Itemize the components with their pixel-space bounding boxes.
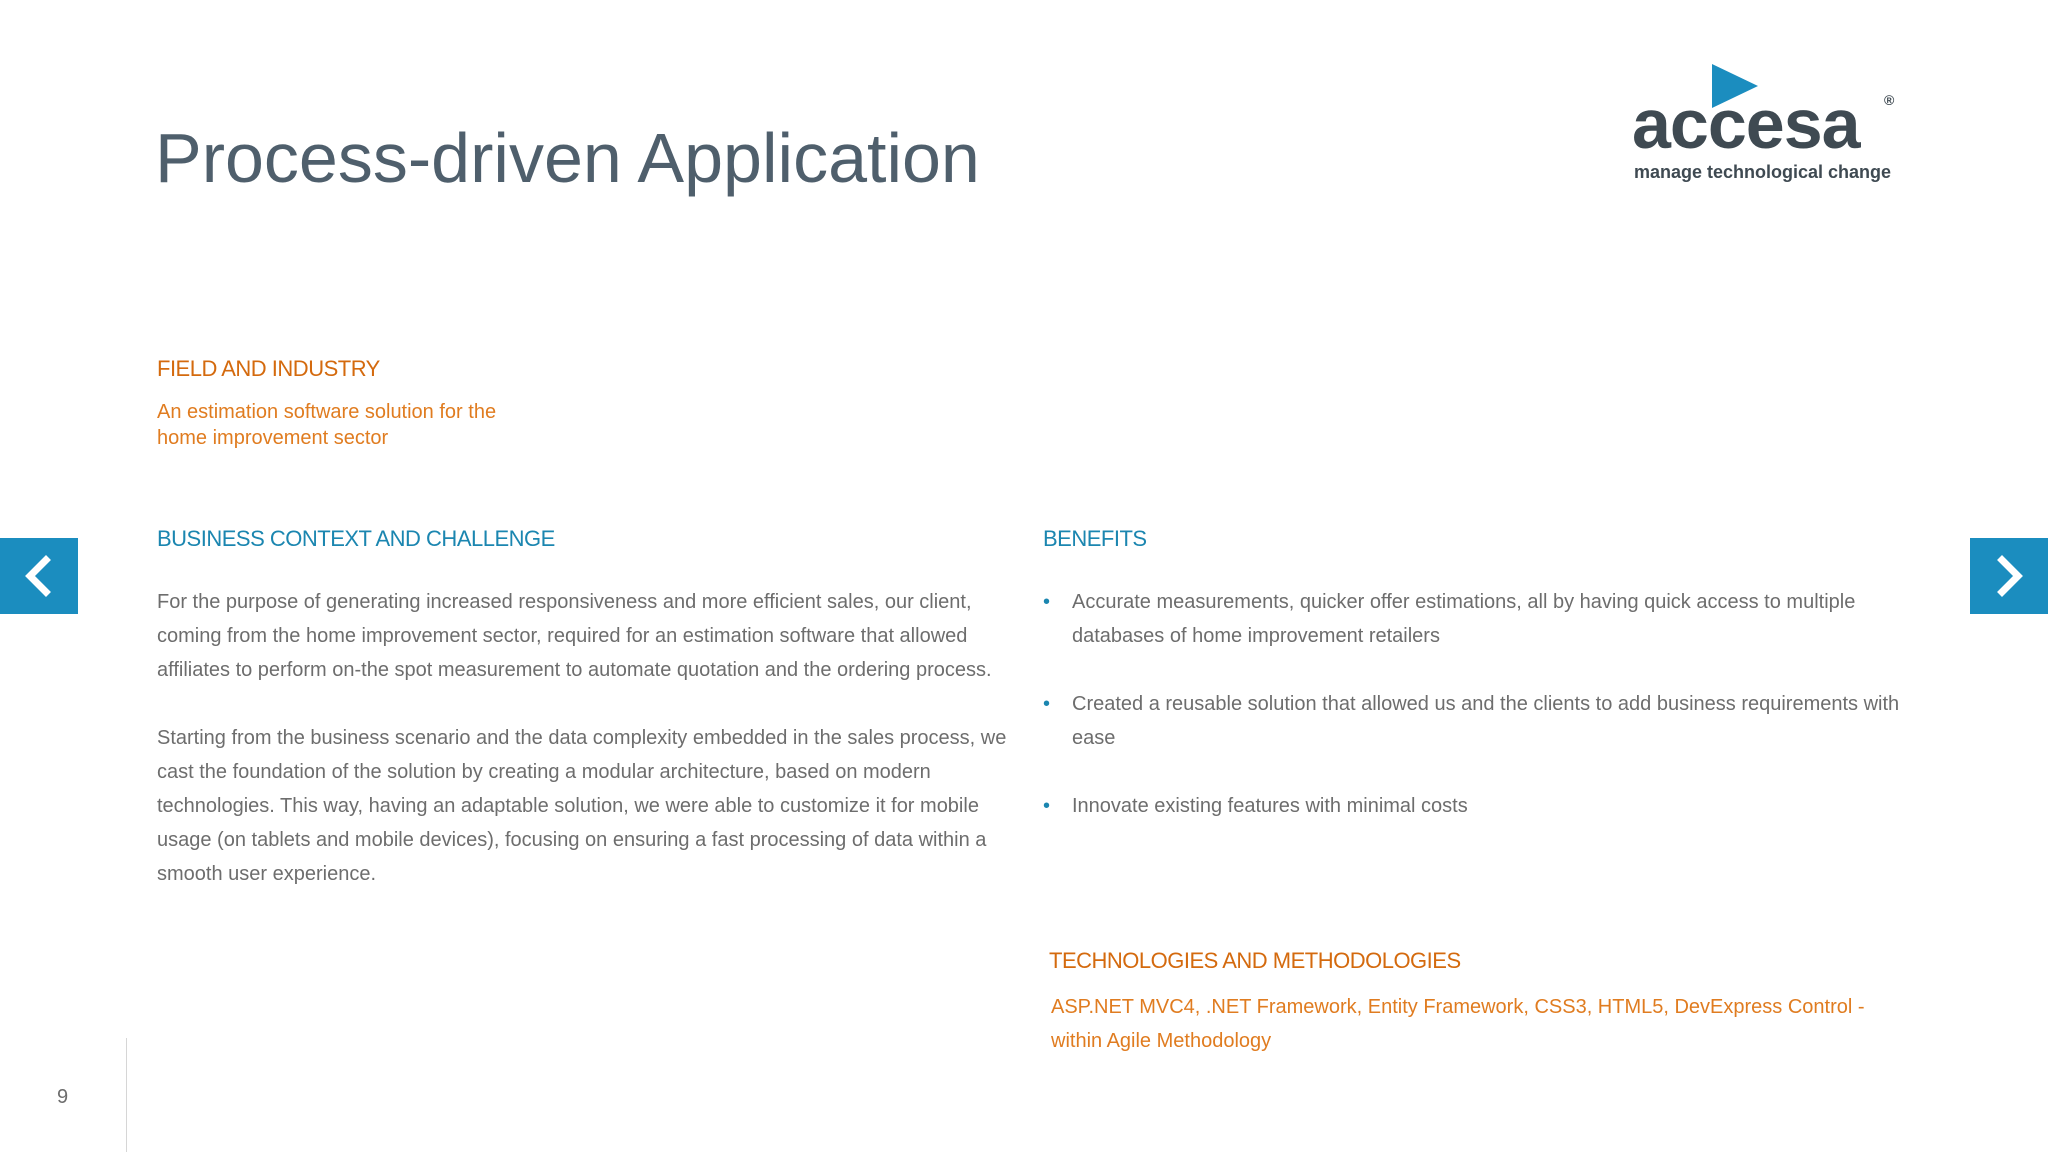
benefit-text: Accurate measurements, quicker offer estimations, all by having quick access to multiple databases of home improvement retailers: [1072, 591, 1856, 647]
benefits-heading: BENEFITS: [1043, 526, 1147, 551]
benefit-text: Innovate existing features with minimal costs: [1072, 795, 1468, 817]
bullet-icon: •: [1043, 693, 1051, 715]
context-body: [157, 585, 1007, 925]
field-line: An estimation software solution for the: [157, 401, 497, 423]
footer-divider: [126, 1038, 127, 1152]
previous-slide-button[interactable]: [0, 538, 78, 614]
context-heading: BUSINESS CONTEXT AND CHALLENGE: [157, 526, 555, 551]
technologies-line: ASP.NET MVC4, .NET Framework, Entity Framework, CSS3, HTML5, DevExpress Control -: [1051, 996, 1865, 1018]
page-title: Process-driven Application: [155, 119, 980, 197]
benefit-item: [1043, 585, 1903, 653]
chevron-left-icon: [0, 538, 78, 614]
technologies-line: within Agile Methodology: [1051, 1030, 1272, 1052]
logo-registered-mark: ®: [1884, 92, 1895, 108]
context-paragraph: Starting from the business scenario and the data complexity embedded in the sales process, we cast the foundation of the solution by creating a modular architecture, based on modern technologies. This way, having an adaptable solution, we were able to customize it for mobile usage (on tablets and mobile devices), focusing on ensuring a fast processing of data within a smooth user experience.: [157, 727, 1007, 885]
technologies-heading: TECHNOLOGIES AND METHODOLOGIES: [1049, 948, 1461, 973]
logo-wordmark: accesa: [1632, 85, 1860, 163]
benefits-list: [1043, 585, 1903, 857]
chevron-right-icon: [1970, 538, 2048, 614]
context-paragraph: For the purpose of generating increased responsiveness and more efficient sales, our client, coming from the home improvement sector, required for an estimation software that allowed affiliates to perform on-the spot measurement to automate quotation and the ordering process.: [157, 591, 992, 681]
bullet-icon: •: [1043, 591, 1051, 613]
page-number: 9: [57, 1086, 69, 1108]
field-description: [157, 399, 557, 451]
benefit-text: Created a reusable solution that allowed us and the clients to add business requirements with ease: [1072, 693, 1900, 749]
technologies-description: [1051, 990, 1911, 1058]
field-line: home improvement sector: [157, 427, 389, 449]
benefit-item: [1043, 789, 1903, 823]
benefit-item: [1043, 687, 1903, 755]
company-logo: [1628, 62, 1900, 192]
logo-tagline: manage technological change: [1634, 162, 1892, 182]
field-heading: FIELD AND INDUSTRY: [157, 356, 380, 381]
bullet-icon: •: [1043, 795, 1051, 817]
next-slide-button[interactable]: [1970, 538, 2048, 614]
